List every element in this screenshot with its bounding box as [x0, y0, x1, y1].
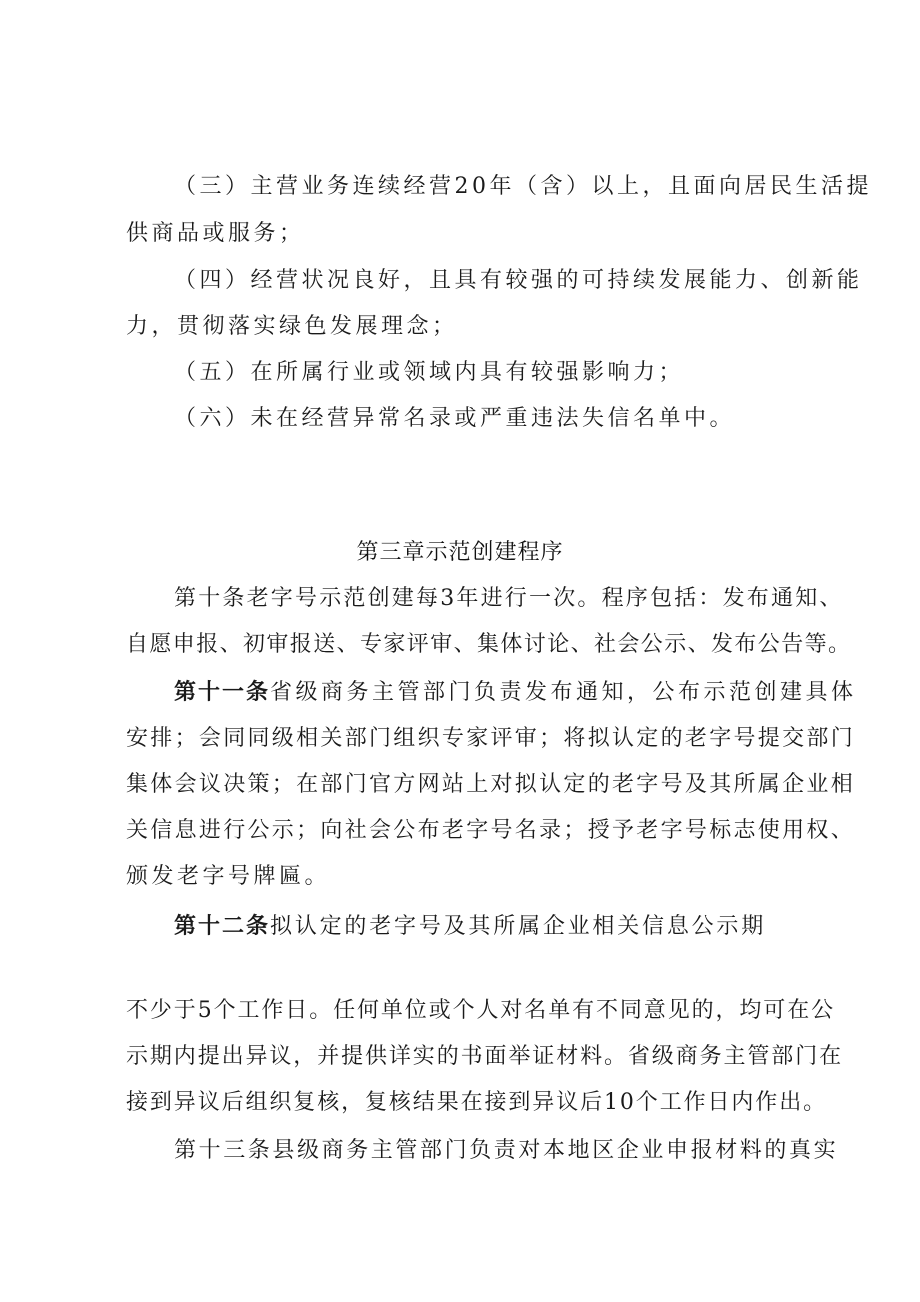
article-12-line-3: 示期内提出异议，并提供详实的书面举证材料。省级商务主管部门在	[126, 1044, 844, 1069]
article-10-line-1: 第十条老字号示范创建每3年进行一次。程序包括：发布通知、	[174, 586, 844, 611]
article-12-line-1	[174, 912, 766, 942]
article-10-line-2: 自愿申报、初审报送、专家评审、集体讨论、社会公示、发布公告等。	[126, 632, 852, 657]
article-11-line-4: 关信息进行公示；向社会公布老字号名录；授予老字号标志使用权、	[126, 818, 856, 843]
article-11-line-2: 安排；会同同级相关部门组织专家评审；将拟认定的老字号提交部门	[126, 726, 856, 751]
item-six-line-1: （六）未在经营异常名录或严重违法失信名单中。	[174, 406, 736, 431]
item-three-line-2: 供商品或服务；	[126, 221, 305, 246]
item-four-line-1: （四）经营状况良好，且具有较强的可持续发展能力、创新能	[174, 268, 863, 293]
article-12-line-4: 接到异议后组织复核，复核结果在接到异议后10个工作日内作出。	[126, 1090, 827, 1115]
item-four-line-2: 力，贯彻落实绿色发展理念；	[126, 314, 458, 339]
article-12-line-2: 不少于5个工作日。任何单位或个人对名单有不同意见的，均可在公	[126, 998, 835, 1023]
article-11-line-1	[174, 678, 857, 708]
article-13-line-1: 第十三条县级商务主管部门负责对本地区企业申报材料的真实	[174, 1138, 839, 1163]
article-11-line-5: 颁发老字号牌匾。	[126, 864, 331, 889]
article-11-line-3: 集体会议决策；在部门官方网站上对拟认定的老字号及其所属企业相	[126, 772, 856, 797]
article-11-line-1-text: 省级商务主管部门负责发布通知，公布示范创建具体	[270, 680, 857, 705]
article-12-label: 第十二条	[174, 914, 271, 939]
item-three-line-1: （三）主营业务连续经营20年（含）以上，且面向居民生活提	[174, 174, 872, 199]
chapter-title: 第三章示范创建程序	[356, 540, 564, 565]
item-five-line-1: （五）在所属行业或领域内具有较强影响力；	[174, 360, 685, 385]
article-11-label: 第十一条	[174, 680, 271, 705]
article-12-line-1-text: 拟认定的老字号及其所属企业相关信息公示期	[270, 914, 767, 939]
